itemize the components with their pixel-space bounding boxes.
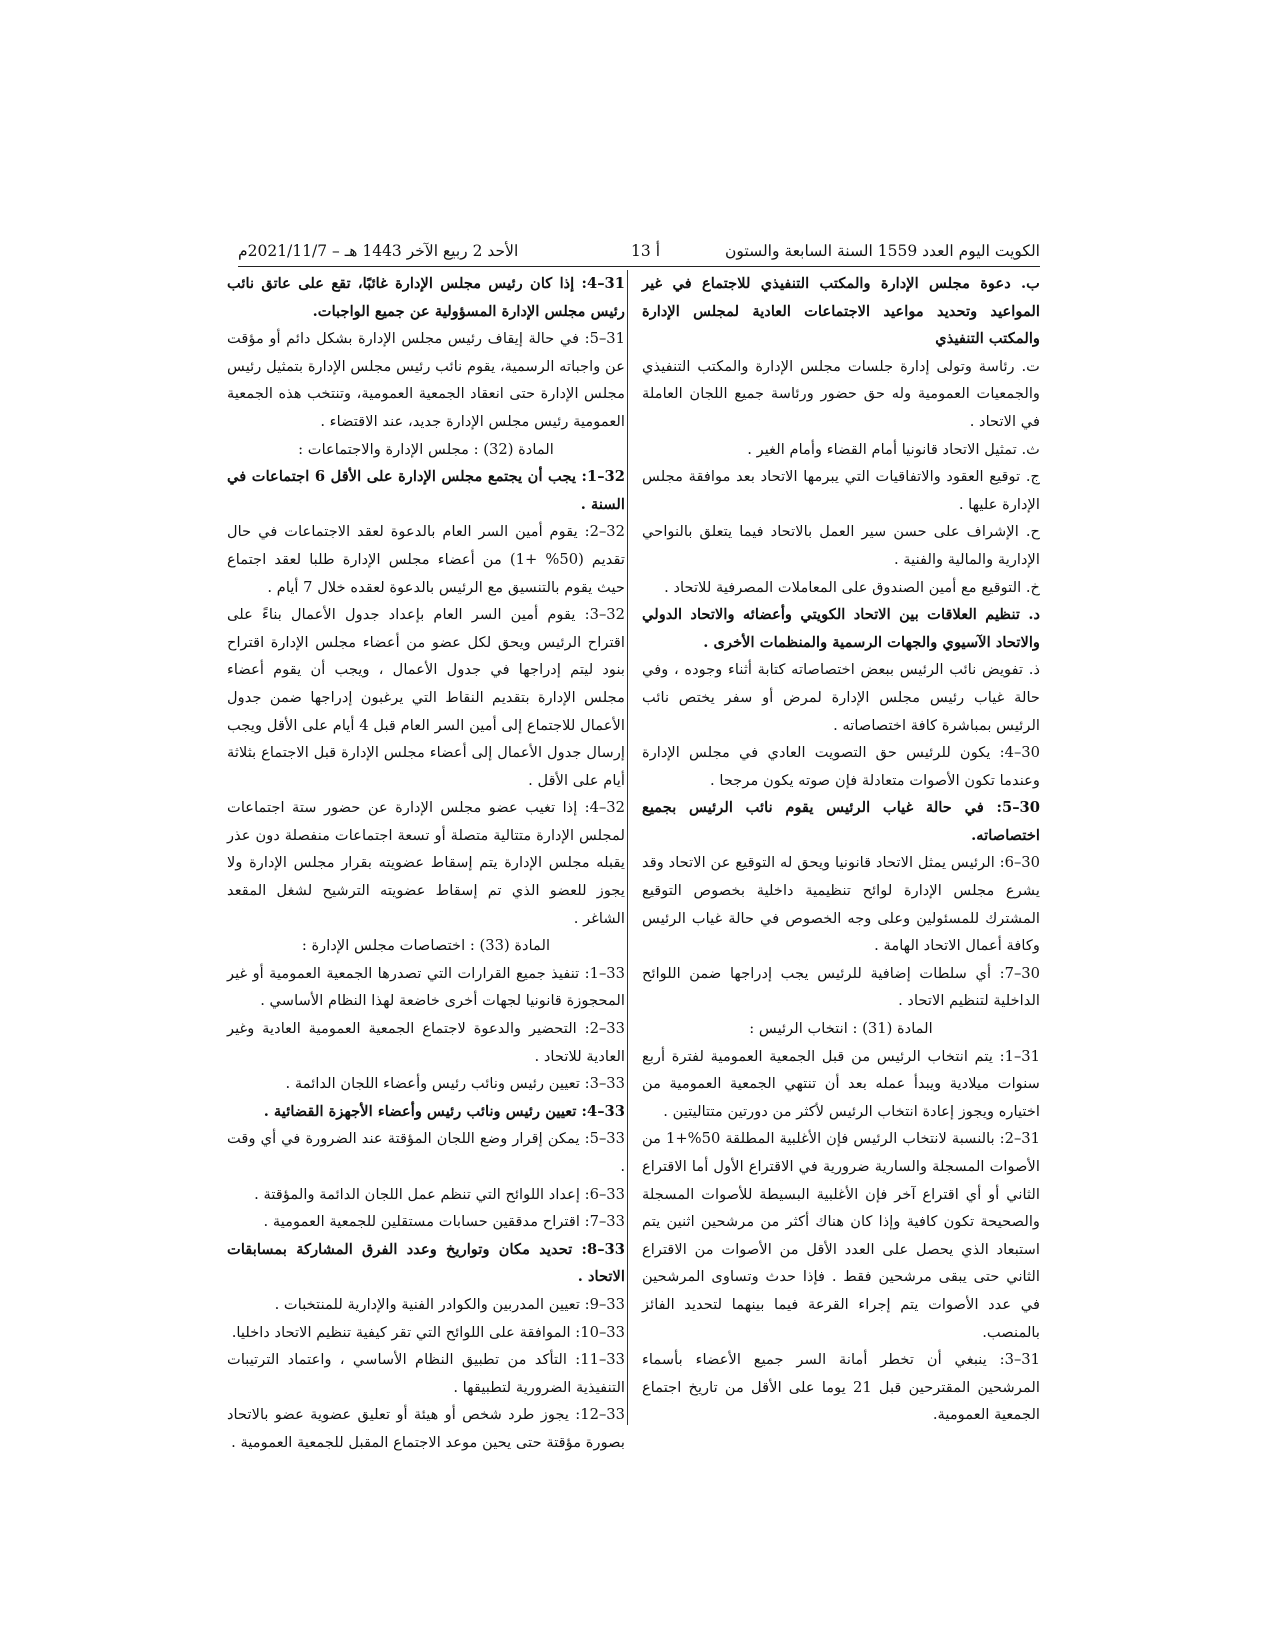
article-30-6: 30–6: الرئيس يمثل الاتحاد قانونيا ويحق له التوقيع عن الاتحاد وقد يشرع مجلس الإدارة لوائح تنظيمية داخلية بخصوص التوقيع المشترك للمسئولين وعلى وجه الخصوص في حالة غياب الرئيس وكافة أعمال الاتحاد الهامة . (642, 854, 1040, 955)
clause-j: ج. توقيع العقود والاتفاقيات التي يبرمها الاتحاد بعد موافقة مجلس الإدارة عليها . (642, 468, 1040, 513)
clause-t: ت. رئاسة وتولى إدارة جلسات مجلس الإدارة والمكتب التنفيذي والجمعيات العمومية وله حق حضور ورئاسة جميع اللجان العاملة في الاتحاد . (642, 357, 1040, 430)
header-divider (238, 266, 1040, 267)
article-33-4: 33–4: تعيين رئيس ونائب رئيس وأعضاء الأجهزة القضائية . (263, 1102, 625, 1120)
article-31-5: 31–5: في حالة إيقاف رئيس مجلس الإدارة بشكل دائم أو مؤقت عن واجباته الرسمية، يقوم نائب رئيس مجلس الإدارة بتمثيل رئيس مجلس الإدارة حتى انعقاد الجمعية العمومية، وتنتخب هذه الجمعية العمومية رئيس مجلس الإدارة جديد، عند الاقتضاء . (227, 330, 625, 430)
running-header (238, 238, 1040, 264)
article-31-3: 31–3: ينبغي أن تخطر أمانة السر جميع الأعضاء بأسماء المرشحين المقترحين قبل 21 يوما على الأقل من تاريخ اجتماع الجمعية العمومية. (642, 1351, 1040, 1424)
article-31-heading: المادة (31) : انتخاب الرئيس : (749, 1020, 933, 1038)
clause-d: د. تنظيم العلاقات بين الاتحاد الكويتي وأعضائه والاتحاد الدولي والاتحاد الآسيوي والجهات الرسمية والمنظمات الأخرى . (642, 606, 1040, 651)
clause-b: ب. دعوة مجلس الإدارة والمكتب التنفيذي للاجتماع في غير المواعيد وتحديد مواعيد الاجتماعات العادية لمجلس الإدارة والمكتب التنفيذي (642, 275, 1040, 348)
article-33-5: 33–5: يمكن إقرار وضع اللجان المؤقتة عند الضرورة في أي وقت . (227, 1130, 625, 1175)
article-30-4: 30–4: يكون للرئيس حق التصويت العادي في مجلس الإدارة وعندما تكون الأصوات متعادلة فإن صوته يكون مرجحا . (642, 744, 1040, 789)
article-32-heading: المادة (32) : مجلس الإدارة والاجتماعات : (298, 440, 554, 458)
article-33-6: 33–6: إعداد اللوائح التي تنظم عمل اللجان الدائمة والمؤقتة . (254, 1185, 625, 1203)
clause-th: ث. تمثيل الاتحاد قانونيا أمام القضاء وأمام الغير . (747, 440, 1040, 458)
right-column (642, 270, 1040, 1429)
clause-h: ح. الإشراف على حسن سير العمل بالاتحاد فيما يتعلق بالنواحي الإدارية والمالية والفنية . (642, 523, 1040, 568)
article-33-7: 33–7: اقتراح مدققين حسابات مستقلين للجمعية العمومية . (263, 1213, 625, 1231)
article-30-7: 30–7: أي سلطات إضافية للرئيس يجب إدراجها ضمن اللوائح الداخلية لتنظيم الاتحاد . (642, 964, 1040, 1010)
clause-dh: ذ. تفويض نائب الرئيس ببعض اختصاصاته كتابة أثناء وجوده ، وفي حالة غياب رئيس مجلس الإدارة لمرض أو سفر يختص نائب الرئيس بمباشرة كافة اختصاصاته . (642, 661, 1040, 734)
article-31-1: 31–1: يتم انتخاب الرئيس من قبل الجمعية العمومية لفترة أربع سنوات ميلادية ويبدأ عمله بعد أن تنتهي الجمعية العمومية من اختياره ويجوز إعادة انتخاب الرئيس لأكثر من دورتين متتاليتين . (642, 1047, 1040, 1120)
article-32-4: 32–4: إذا تغيب عضو مجلس الإدارة عن حضور ستة اجتماعات لمجلس الإدارة متتالية متصلة أو تسعة اجتماعات منفصلة دون عذر يقبله مجلس الإدارة يتم إسقاط عضويته بقرار مجلس الإدارة ولا يجوز للعضو الذي تم إسقاط عضويته الترشيح لشغل المقعد الشاغر . (227, 799, 625, 927)
article-33-8: 33–8: تحديد مكان وتواريخ وعدد الفرق المشاركة بمسابقات الاتحاد . (227, 1240, 625, 1286)
article-33-9: 33–9: تعيين المدربين والكوادر الفنية والإدارية للمنتخبات . (274, 1295, 625, 1313)
article-32-2: 32–2: يقوم أمين السر العام بالدعوة لعقد الاجتماعات في حال تقديم (50% +1) من أعضاء مجلس الإدارة طلبا لعقد اجتماع حيث يقوم بالتنسيق مع الرئيس بالدعوة لعقده خلال 7 أيام . (227, 523, 625, 596)
header-issue: الكويت اليوم العدد 1559 السنة السابعة والستون (725, 242, 1040, 260)
article-31-4: 31–4: إذا كان رئيس مجلس الإدارة غائبًا، تقع على عاتق نائب رئيس مجلس الإدارة المسؤولية عن جميع الواجبات. (227, 275, 625, 320)
column-divider (627, 270, 628, 1425)
article-33-11: 33–11: التأكد من تطبيق النظام الأساسي ، واعتماد الترتيبات التنفيذية الضرورية لتطبيقها . (227, 1351, 625, 1396)
article-33-heading: المادة (33) : اختصاصات مجلس الإدارة : (301, 937, 551, 955)
article-33-10: 33–10: الموافقة على اللوائح التي تقر كيفية تنظيم الاتحاد داخليا. (231, 1323, 625, 1341)
article-33-3: 33–3: تعيين رئيس ونائب رئيس وأعضاء اللجان الدائمة . (285, 1075, 625, 1093)
article-33-1: 33–1: تنفيذ جميع القرارات التي تصدرها الجمعية العمومية أو غير المحجوزة قانونيا لجهات أخرى خاضعة لهذا النظام الأساسي . (227, 964, 625, 1010)
header-page-number: أ 13 (631, 242, 660, 260)
article-32-1: 32–1: يجب أن يجتمع مجلس الإدارة على الأقل 6 اجتماعات في السنة . (227, 468, 625, 513)
left-column (227, 270, 625, 1457)
clause-kh: خ. التوقيع مع أمين الصندوق على المعاملات المصرفية للاتحاد . (664, 578, 1040, 596)
article-33-2: 33–2: التحضير والدعوة لاجتماع الجمعية العمومية العادية وغير العادية للاتحاد . (227, 1020, 625, 1065)
header-date: الأحد 2 ربيع الآخر 1443 هـ – 2021/11/7م (238, 242, 519, 260)
article-31-2: 31–2: بالنسبة لانتخاب الرئيس فإن الأغلبية المطلقة 50%+1 من الأصوات المسجلة والسارية ضرورية في الاقتراع الأول أما الاقتراع الثاني أو أي اقتراع آخر فإن الأغلبية البسيطة للأصوات المسجلة والصحيحة تكون كافية وإذا كان هناك أكثر من مرشحين اثنين يتم استبعاد الذي يحصل على العدد الأقل من الأصوات من الاقتراع الثاني حتى يبقى مرشحين فقط . فإذا حدث وتساوى المرشحين في عدد الأصوات يتم إجراء القرعة فيما بينهما لتحديد الفائز بالمنصب. (642, 1130, 1040, 1341)
article-33-12: 33–12: يجوز طرد شخص أو هيئة أو تعليق عضوية عضو بالاتحاد بصورة مؤقتة حتى يحين موعد الاجتماع المقبل للجمعية العمومية . (227, 1406, 625, 1451)
article-32-3: 32–3: يقوم أمين السر العام بإعداد جدول الأعمال بناءً على اقتراح الرئيس ويحق لكل عضو من أعضاء مجلس الإدارة اقتراح بنود ليتم إدراجها في جدول الأعمال ، ويجب أن يقوم أعضاء مجلس الإدارة بتقديم النقاط التي يرغبون إدراجها ضمن جدول الأعمال للاجتماع إلى أمين السر العام قبل 4 أيام على الأقل ويجب إرسال جدول الأعمال إلى أعضاء مجلس الإدارة قبل الاجتماع بثلاثة أيام على الأقل . (227, 606, 625, 789)
article-30-5: 30–5: في حالة غياب الرئيس يقوم نائب الرئيس بجميع اختصاصاته. (642, 799, 1040, 844)
